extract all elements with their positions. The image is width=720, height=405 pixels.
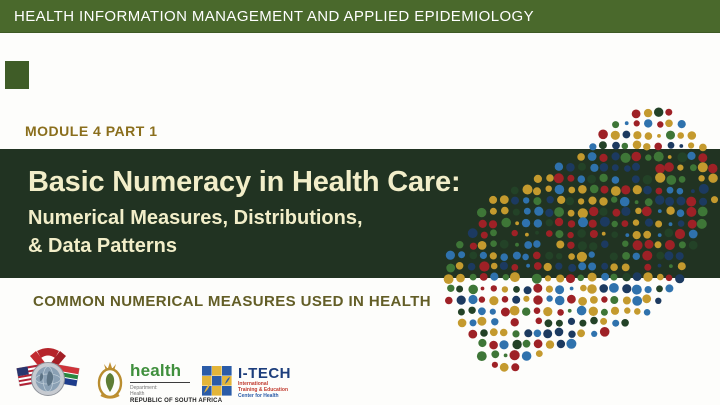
health-logo-brand: health: [130, 361, 182, 380]
itech-logo: [202, 366, 291, 399]
health-logo-dept-label: Department:: [130, 385, 158, 391]
itech-tagline-2: Training & Education: [238, 387, 289, 393]
module-label: MODULE 4 PART 1: [25, 123, 158, 139]
logos-row: [0, 344, 450, 405]
header-banner: [0, 0, 720, 33]
slide-title-line2: Numerical Measures, Distributions,: [28, 207, 363, 229]
health-logo-rule: [130, 382, 190, 383]
health-logo-dept-name: Health: [130, 391, 145, 397]
itech-tagline-1: International: [238, 381, 269, 387]
health-logo-country: REPUBLIC OF SOUTH AFRICA: [130, 398, 223, 404]
slide-title-line1: Basic Numeracy in Health Care:: [28, 166, 461, 198]
title-text-block: [28, 160, 460, 260]
itech-mosaic-icon: [202, 366, 232, 396]
header-banner-title: HEALTH INFORMATION MANAGEMENT AND APPLIED EPIDEMIOLOGY: [14, 7, 535, 25]
sa-coat-of-arms-icon: [96, 362, 124, 400]
slide-title-line3: & Data Patterns: [28, 235, 177, 257]
itech-tagline-3: Center for Health: [238, 393, 279, 399]
section-label: COMMON NUMERICAL MEASURES USED IN HEALTH: [33, 293, 431, 310]
itech-logo-brand: I-TECH: [238, 365, 291, 382]
accent-square: [5, 61, 29, 89]
partnership-emblem-icon: [12, 348, 84, 404]
